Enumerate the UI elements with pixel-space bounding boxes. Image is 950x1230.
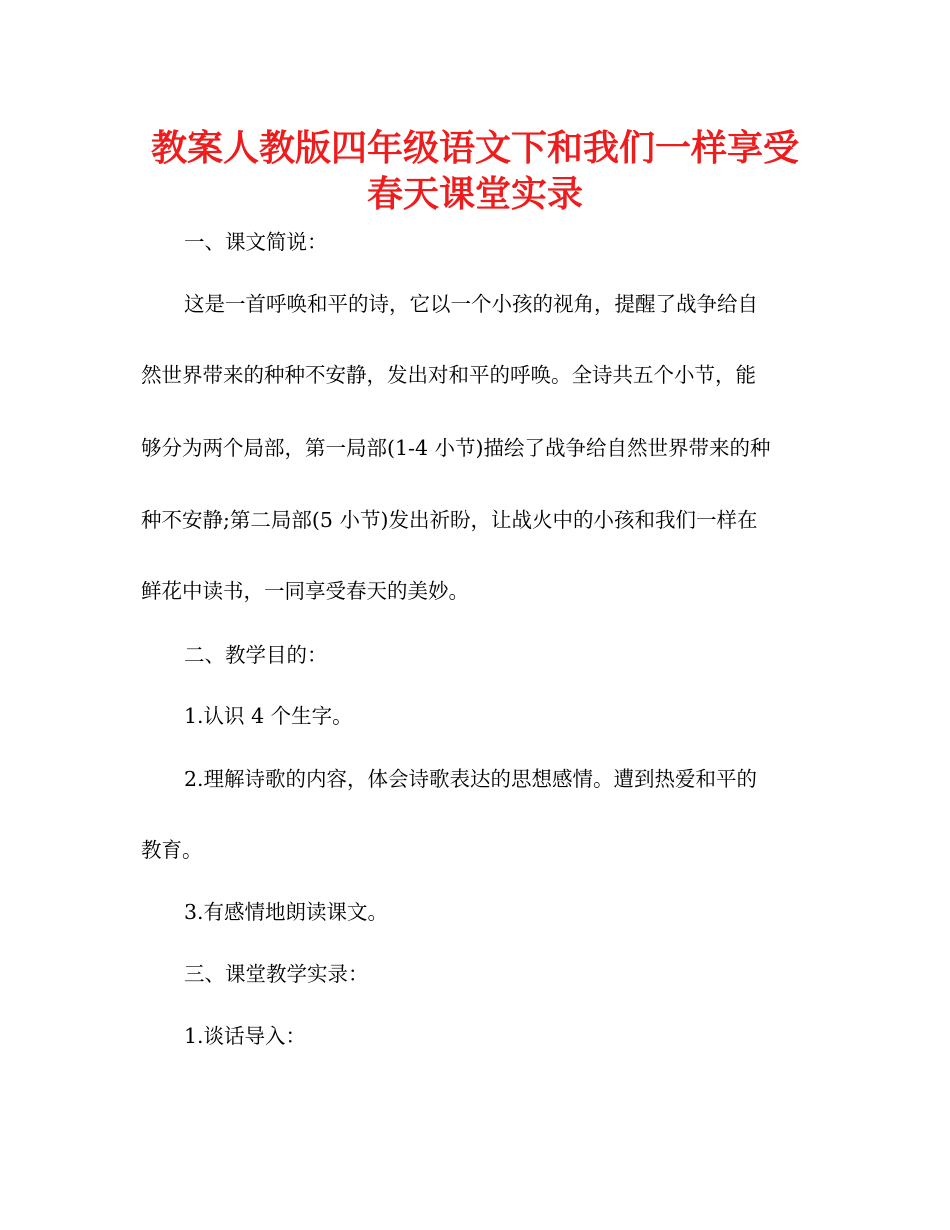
document-title-line-1: 教案人教版四年级语文下和我们一样享受	[150, 128, 799, 169]
list-item-continuation: 教育。	[141, 838, 203, 862]
list-item: 2.理解诗歌的内容，体会诗歌表达的思想感情。遭到热爱和平的	[184, 767, 758, 791]
paragraph-line: 种不安静;第二局部(5 小节)发出祈盼，让战火中的小孩和我们一样在	[141, 508, 758, 532]
list-item: 3.有感情地朗读课文。	[184, 900, 389, 924]
section-heading-record: 三、课堂教学实录：	[184, 962, 369, 986]
list-item: 1.认识 4 个生字。	[184, 704, 353, 728]
list-item: 1.谈话导入：	[184, 1024, 307, 1048]
paragraph-line: 鲜花中读书，一同享受春天的美妙。	[141, 579, 469, 603]
document-title-line-2: 春天课堂实录	[366, 174, 583, 215]
section-heading-intro: 一、课文简说：	[184, 230, 328, 254]
section-heading-objectives: 二、教学目的：	[184, 643, 328, 667]
paragraph-line: 这是一首呼唤和平的诗，它以一个小孩的视角，提醒了战争给自	[184, 292, 758, 316]
paragraph-line: 然世界带来的种种不安静，发出对和平的呼唤。全诗共五个小节，能	[141, 363, 756, 387]
paragraph-line: 够分为两个局部，第一局部(1-4 小节)描绘了战争给自然世界带来的种	[141, 436, 771, 460]
